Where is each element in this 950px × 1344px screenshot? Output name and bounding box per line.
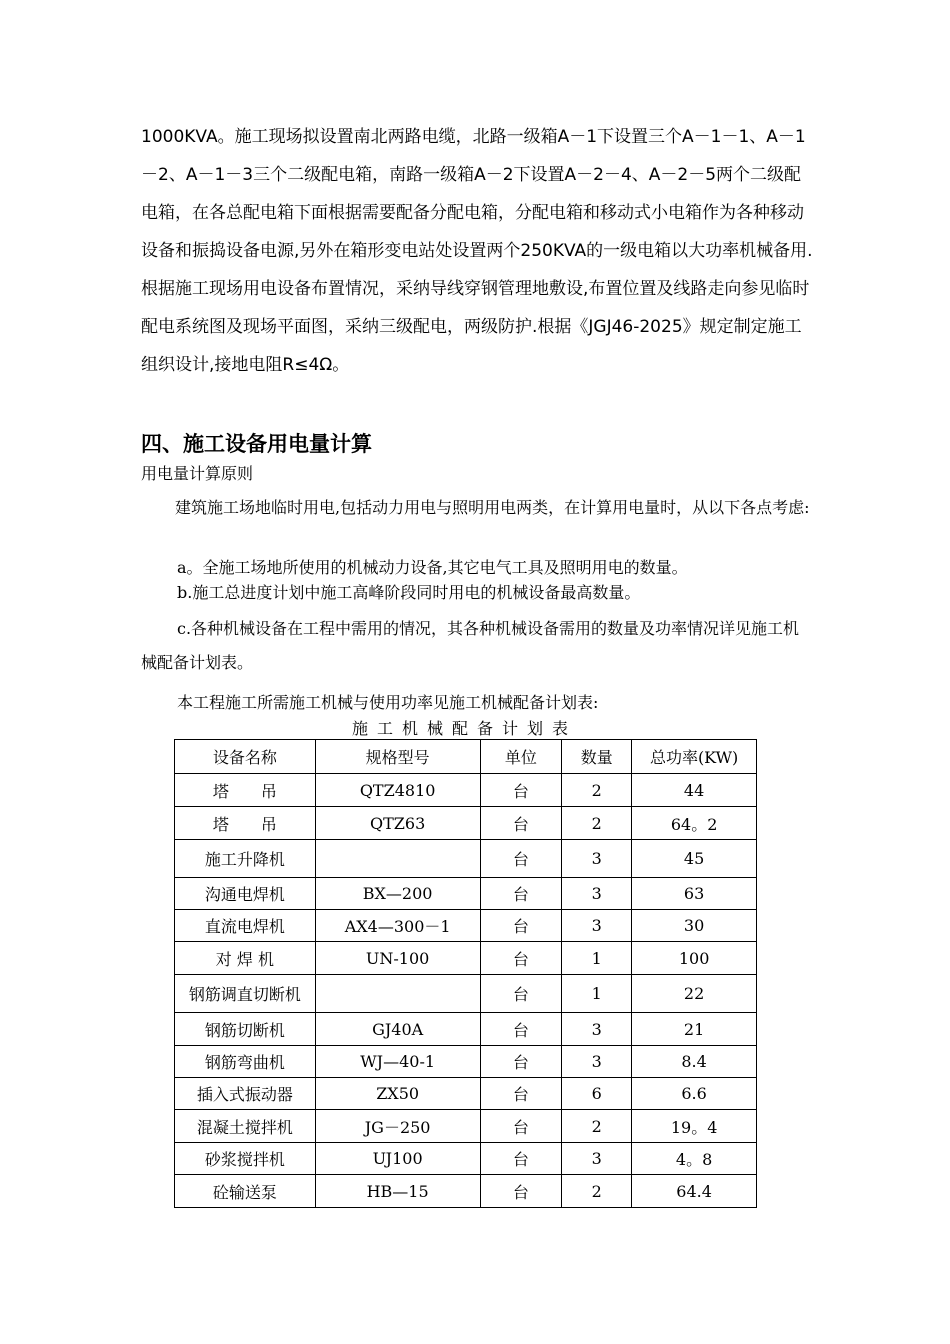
cell-unit: 台 <box>480 942 562 975</box>
table-row <box>175 878 757 910</box>
cell-name: 塔 吊 <box>175 807 316 840</box>
cell-power: 100 <box>632 942 757 975</box>
cell-power: 8.4 <box>632 1046 757 1078</box>
cell-name: 直流电焊机 <box>175 910 316 942</box>
cell-name: 沟通电焊机 <box>175 878 316 910</box>
cell-name: 对 焊 机 <box>175 942 316 975</box>
cell-model <box>315 840 480 878</box>
cell-power: 19。4 <box>632 1110 757 1143</box>
cell-model: HB—15 <box>315 1175 480 1208</box>
cell-power: 64.4 <box>632 1175 757 1208</box>
cell-quantity: 2 <box>562 807 632 840</box>
cell-name: 插入式振动器 <box>175 1078 316 1110</box>
table-row <box>175 807 757 840</box>
cell-unit: 台 <box>480 774 562 807</box>
table-row <box>175 1175 757 1208</box>
cell-unit: 台 <box>480 840 562 878</box>
cell-power: 63 <box>632 878 757 910</box>
cell-quantity: 3 <box>562 910 632 942</box>
cell-power: 21 <box>632 1013 757 1046</box>
table-row <box>175 910 757 942</box>
cell-name: 钢筋调直切断机 <box>175 975 316 1013</box>
cell-model: GJ40A <box>315 1013 480 1046</box>
cell-quantity: 2 <box>562 1110 632 1143</box>
cell-unit: 台 <box>480 1013 562 1046</box>
cell-quantity: 3 <box>562 1143 632 1175</box>
cell-model: UN-100 <box>315 942 480 975</box>
cell-quantity: 1 <box>562 942 632 975</box>
table-caption: 施工机械配备计划表 <box>352 719 578 738</box>
cell-power: 4。8 <box>632 1143 757 1175</box>
header-total-power: 总功率(KW) <box>632 740 757 774</box>
header-quantity: 数量 <box>562 740 632 774</box>
header-unit: 单位 <box>480 740 562 774</box>
cell-name: 砂浆搅拌机 <box>175 1143 316 1175</box>
cell-model: ZX50 <box>315 1078 480 1110</box>
cell-name: 钢筋切断机 <box>175 1013 316 1046</box>
cell-quantity: 3 <box>562 1046 632 1078</box>
cell-quantity: 6 <box>562 1078 632 1110</box>
table-row <box>175 1078 757 1110</box>
cell-unit: 台 <box>480 1175 562 1208</box>
cell-power: 6.6 <box>632 1078 757 1110</box>
subheading: 用电量计算原则 <box>141 464 254 483</box>
cell-quantity: 3 <box>562 1013 632 1046</box>
section-heading: 四、施工设备用电量计算 <box>141 432 372 456</box>
cell-quantity: 3 <box>562 878 632 910</box>
table-row <box>175 774 757 807</box>
cell-model: AX4—300－1 <box>315 910 480 942</box>
table-row <box>175 1046 757 1078</box>
cell-model: QTZ63 <box>315 807 480 840</box>
table-row <box>175 942 757 975</box>
table-row <box>175 1143 757 1175</box>
cell-model: BX—200 <box>315 878 480 910</box>
cell-name: 钢筋弯曲机 <box>175 1046 316 1078</box>
cell-quantity: 3 <box>562 840 632 878</box>
table-row <box>175 975 757 1013</box>
paragraph-power-supply: 1000KVA。施工现场拟设置南北两路电缆，北路一级箱A－1下设置三个A－1－1、A－1－2、A－1－3三个二级配电箱，南路一级箱A－2下设置A－2－4、A－2－5两个二级配电箱，在各总配电箱下面根据需要配备分配电箱，分配电箱和移动式小电箱作为各种移动设备和振捣设备电源,另外在箱形变电站处设置两个250KVA的一级电箱以大功率机械备用.根据施工现场用电设备布置情况，采纳导线穿钢管理地敷设,布置位置及线路走向参见临时配电系统图及现场平面图，采纳三级配电，两级防护.根据《JGJ46-2025》规定制定施工组织设计,接地电阻R≤4Ω。 <box>141 127 813 375</box>
list-item-c: c.各种机械设备在工程中需用的情况，其各种机械设备需用的数量及功率情况详见施工机械配备计划表。 <box>141 619 800 672</box>
cell-model: QTZ4810 <box>315 774 480 807</box>
list-item-a: a。全施工场地所使用的机械动力设备,其它电气工具及照明用电的数量。 <box>177 558 688 577</box>
cell-name: 砼输送泵 <box>175 1175 316 1208</box>
equipment-table <box>174 739 757 1208</box>
cell-name: 塔 吊 <box>175 774 316 807</box>
cell-power: 22 <box>632 975 757 1013</box>
cell-quantity: 2 <box>562 1175 632 1208</box>
cell-model: WJ—40-1 <box>315 1046 480 1078</box>
cell-quantity: 2 <box>562 774 632 807</box>
table-intro: 本工程施工所需施工机械与使用功率见施工机械配备计划表: <box>177 693 599 712</box>
cell-power: 64。2 <box>632 807 757 840</box>
cell-unit: 台 <box>480 1078 562 1110</box>
header-model: 规格型号 <box>315 740 480 774</box>
table-header-row <box>175 740 757 774</box>
cell-model: UJ100 <box>315 1143 480 1175</box>
cell-unit: 台 <box>480 1143 562 1175</box>
table-row <box>175 840 757 878</box>
cell-unit: 台 <box>480 1110 562 1143</box>
list-item-b: b.施工总进度计划中施工高峰阶段同时用电的机械设备最高数量。 <box>177 583 641 602</box>
cell-name: 施工升降机 <box>175 840 316 878</box>
cell-unit: 台 <box>480 910 562 942</box>
table-row <box>175 1013 757 1046</box>
cell-model <box>315 975 480 1013</box>
cell-unit: 台 <box>480 1046 562 1078</box>
header-equipment-name: 设备名称 <box>175 740 316 774</box>
cell-power: 44 <box>632 774 757 807</box>
cell-unit: 台 <box>480 975 562 1013</box>
cell-power: 30 <box>632 910 757 942</box>
cell-unit: 台 <box>480 878 562 910</box>
cell-model: JG－250 <box>315 1110 480 1143</box>
cell-unit: 台 <box>480 807 562 840</box>
cell-quantity: 1 <box>562 975 632 1013</box>
paragraph-principles: 建筑施工场地临时用电,包括动力用电与照明用电两类，在计算用电量时，从以下各点考虑: <box>175 498 810 517</box>
cell-name: 混凝土搅拌机 <box>175 1110 316 1143</box>
table-row <box>175 1110 757 1143</box>
cell-power: 45 <box>632 840 757 878</box>
